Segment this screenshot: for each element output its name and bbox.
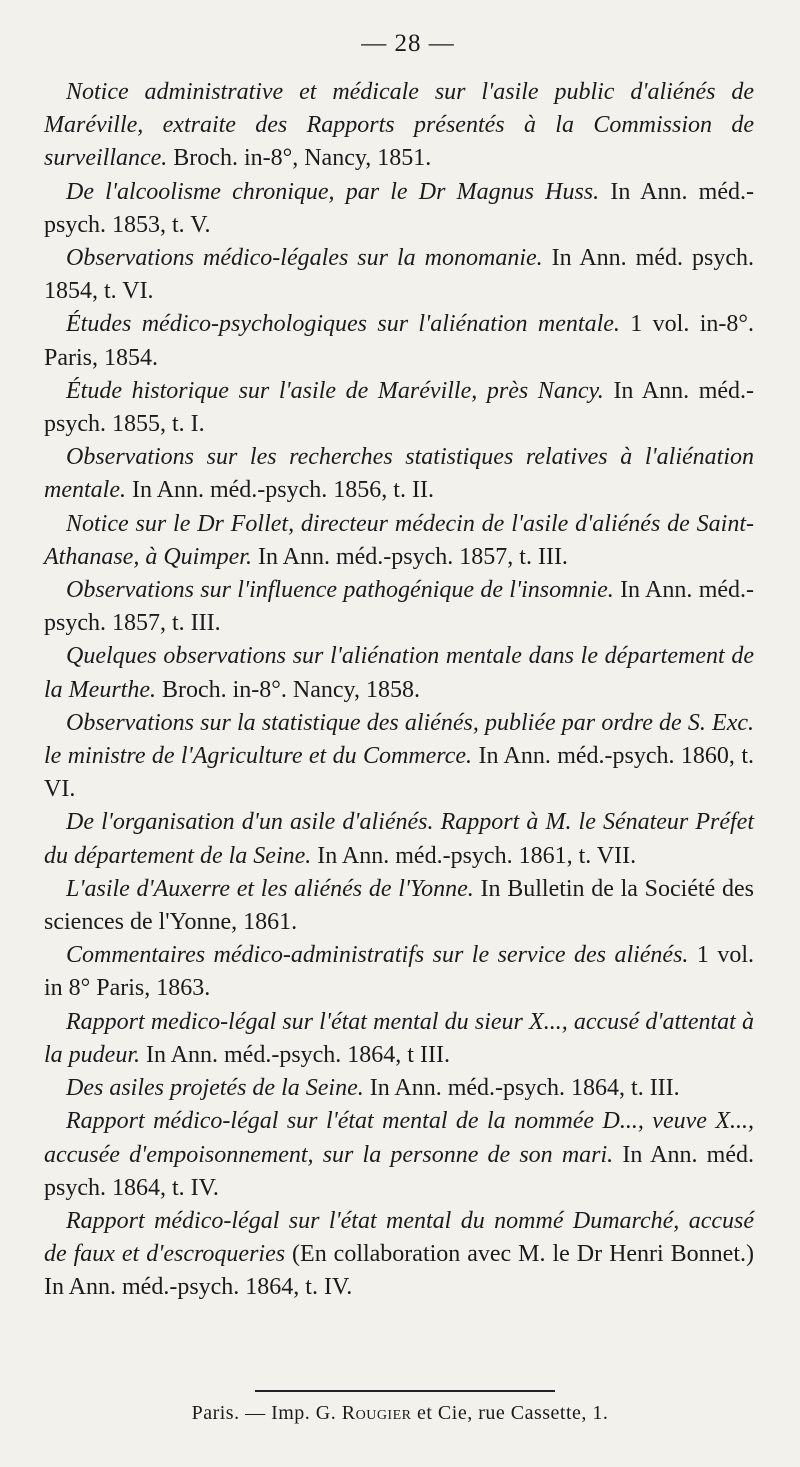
bibliography-entry bbox=[44, 806, 754, 872]
entry-details: In Ann. méd.-psych. 1856, t. II. bbox=[125, 477, 434, 504]
imprint-suffix: et Cie, rue Cassette, 1. bbox=[411, 1402, 609, 1424]
entry-details: 1 vol. in-8°. Paris, 1854. bbox=[44, 311, 754, 371]
entry-details: In Ann. méd.-psych. 1864, t. III. bbox=[363, 1075, 680, 1102]
bibliography-entry bbox=[44, 939, 754, 1005]
imprint-prefix: Paris. — Imp. G. bbox=[191, 1402, 342, 1424]
entry-title: Observations sur la statistique des aliénés, publiée par ordre de S. Exc. le ministre de l'Agriculture et du Commerce. bbox=[44, 709, 754, 770]
bibliography-entry bbox=[44, 375, 754, 441]
bibliography-entry bbox=[44, 1006, 754, 1072]
entry-details: Broch. in-8°. Nancy, 1858. bbox=[155, 676, 420, 703]
bibliography-entry bbox=[44, 1205, 754, 1305]
bibliography-entry bbox=[44, 707, 754, 807]
entry-details: In Ann. méd. psych. 1864, t. IV. bbox=[44, 1141, 754, 1201]
bibliography-list bbox=[44, 76, 754, 1305]
bibliography-entry bbox=[44, 508, 754, 574]
entry-details: In Ann. méd.-psych. 1864, t III. bbox=[140, 1041, 450, 1068]
bibliography-entry bbox=[44, 640, 754, 706]
entry-title: Notice sur le Dr Follet, directeur médecin de l'asile d'aliénés de Saint-Athanase, à Quimper. bbox=[44, 510, 754, 570]
bibliography-entry bbox=[44, 441, 754, 507]
bibliography-entry bbox=[44, 76, 754, 176]
printer-imprint bbox=[0, 1402, 800, 1425]
entry-details: In Ann. méd.-psych. 1857, t. III. bbox=[251, 543, 568, 570]
entry-title: Observations sur les recherches statistiques relatives à l'aliénation mentale. bbox=[44, 444, 754, 504]
footer-divider bbox=[255, 1390, 555, 1392]
entry-title: Rapport médico-légal sur l'état mental de la nommée D..., veuve X..., accusée d'empoisonnement, sur la personne de son mari. bbox=[44, 1108, 754, 1168]
entry-title: Étude historique sur l'asile de Maréville, près Nancy. bbox=[66, 377, 604, 404]
entry-details: In Ann. méd. psych. 1854, t. VI. bbox=[44, 245, 754, 305]
bibliography-entry bbox=[44, 1105, 754, 1205]
entry-title: L'asile d'Auxerre et les aliénés de l'Yonne. bbox=[66, 875, 474, 902]
entry-details: In Ann. méd.-psych. 1853, t. V. bbox=[44, 178, 754, 238]
imprint-printer-name: Rougier bbox=[341, 1402, 412, 1424]
entry-details: In Ann. méd.-psych. 1860, t. VI. bbox=[44, 743, 754, 803]
entry-details: 1 vol. in 8° Paris, 1863. bbox=[44, 942, 754, 1002]
bibliography-entry bbox=[44, 308, 754, 374]
entry-title: Rapport medico-légal sur l'état mental du sieur X..., accusé d'attentat à la pudeur. bbox=[44, 1008, 754, 1068]
bibliography-entry bbox=[44, 574, 754, 640]
entry-title: Commentaires médico-administratifs sur le service des aliénés. bbox=[66, 942, 689, 969]
entry-title: Notice administrative et médicale sur l'asile public d'aliénés de Maréville, extraite des Rapports présentés à la Commission de surveillance. bbox=[44, 79, 754, 172]
entry-title: De l'organisation d'un asile d'aliénés. Rapport à M. le Sénateur Préfet du département de la Seine. bbox=[44, 809, 754, 869]
entry-title: De l'alcoolisme chronique, par le Dr Magnus Huss. bbox=[66, 178, 600, 205]
entry-details: In Ann. méd.-psych. 1861, t. VII. bbox=[311, 842, 637, 869]
bibliography-entry bbox=[44, 873, 754, 939]
entry-details: Broch. in-8°, Nancy, 1851. bbox=[167, 145, 432, 172]
entry-details: In Bulletin de la Société des sciences de l'Yonne, 1861. bbox=[44, 875, 754, 936]
bibliography-entry bbox=[44, 242, 754, 308]
entry-title: Rapport médico-légal sur l'état mental du nommé Dumarché, accusé de faux et d'escroqueries bbox=[44, 1207, 754, 1268]
page-number: — 28 — bbox=[361, 30, 455, 57]
entry-details: (En collaboration avec M. le Dr Henri Bonnet.) In Ann. méd.-psych. 1864, t. IV. bbox=[44, 1241, 754, 1301]
entry-title: Observations médico-légales sur la monomanie. bbox=[66, 245, 543, 272]
entry-details: In Ann. méd.-psych. 1857, t. III. bbox=[44, 577, 754, 637]
entry-title: Des asiles projetés de la Seine. bbox=[66, 1075, 364, 1102]
entry-details: In Ann. méd.-psych. 1855, t. I. bbox=[44, 377, 755, 438]
entry-title: Observations sur l'influence pathogénique de l'insomnie. bbox=[66, 577, 614, 604]
bibliography-entry bbox=[44, 176, 754, 242]
entry-title: Quelques observations sur l'aliénation mentale dans le département de la Meurthe. bbox=[44, 643, 754, 703]
entry-title: Études médico-psychologiques sur l'aliénation mentale. bbox=[66, 311, 620, 338]
bibliography-entry bbox=[44, 1072, 754, 1105]
